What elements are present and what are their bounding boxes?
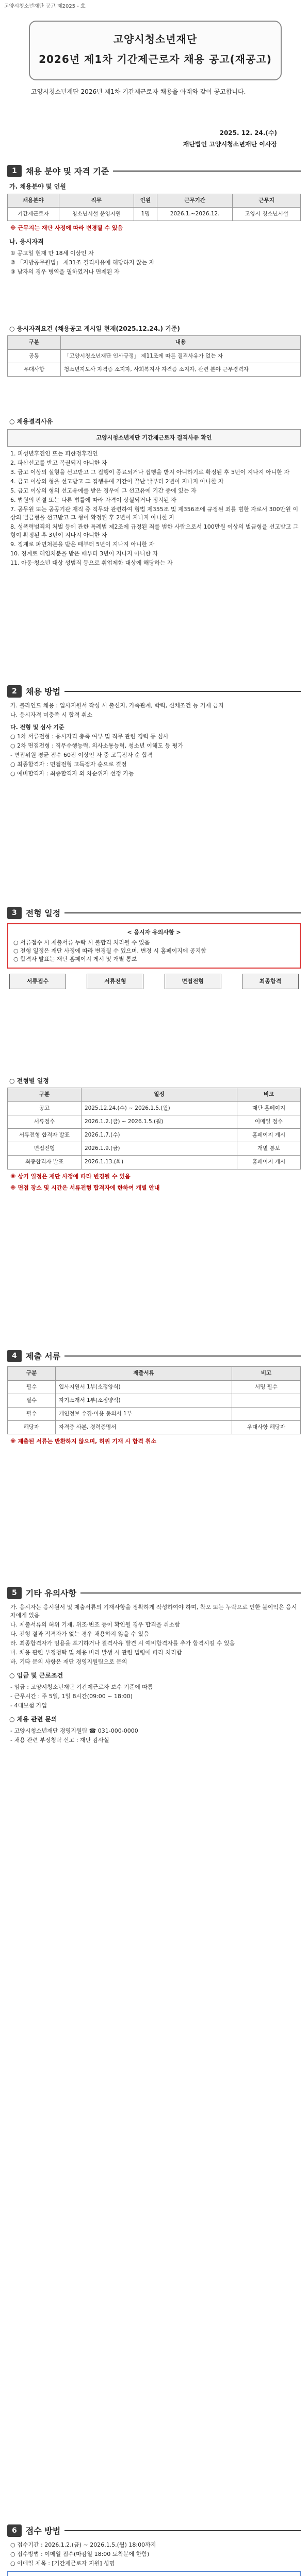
flow-step: 서류접수 [9, 974, 66, 989]
table-header: 직무 [59, 194, 134, 207]
list-item: 2. 파산선고를 받고 복권되지 아니한 자 [10, 460, 107, 467]
list-item: - 근무시간 : 주 5일, 1일 8시간(09:00 ~ 18:00) [10, 1693, 133, 1700]
notes-list [10, 1603, 301, 1666]
list-item: 바. 기타 문의 사항은 재단 경영지원팀으로 문의 [10, 1658, 127, 1665]
list-item: 마. 채용 관련 부정청탁 및 채용 비리 발생 시 관련 법령에 따라 처리함 [10, 1649, 182, 1656]
section-rule [64, 691, 301, 692]
list-item: ○ 1차 서류전형 : 응시자격 충족 여부 및 직무 관련 경력 등 심사 [10, 733, 169, 740]
flow-step: 서류전형 [87, 974, 143, 989]
section-1 [7, 165, 301, 277]
list-item: 라. 최종합격자가 임용을 포기하거나 결격사유 발견 시 예비합격자를 추가 합격시킬 수 있음 [10, 1640, 235, 1647]
sub-heading: ○ 채용결격사유 [9, 418, 53, 425]
list-item: ○ 2차 면접전형 : 직무수행능력, 의사소통능력, 청소년 이해도 등 평가 [10, 742, 184, 750]
sub-heading: ○ 채용 관련 문의 [9, 1716, 57, 1723]
table-cell: 고양시 청소년시설 [233, 207, 301, 221]
list-item: 11. 아동·청소년 대상 성범죄 등으로 취업제한 대상에 해당하는 자 [10, 559, 173, 566]
table-header: 제출서류 [56, 1367, 232, 1380]
table-row [8, 1156, 301, 1169]
table-cell: 홈페이지 게시 [237, 1156, 301, 1169]
list-item: ① 공고일 현재 만 18세 이상인 자 [10, 250, 94, 257]
table-cell: 「고양시청소년재단 인사규정」 제11조에 따른 결격사유가 없는 자 [61, 349, 301, 363]
table-header: 구분 [8, 1367, 56, 1380]
list-item: 가. 블라인드 채용 : 입사지원서 작성 시 출신지, 가족관계, 학력, 신체조건 등 기재 금지 [10, 702, 224, 709]
table-cell: 청소년지도사 자격증 소지자, 사회복지사 자격증 소지자, 관련 분야 근무경력자 [61, 363, 301, 376]
section-1c [7, 412, 301, 568]
flow-step: 면접전형 [165, 974, 221, 989]
section-4-header [7, 1350, 301, 1362]
table-cell [232, 1394, 301, 1407]
process-flow [9, 974, 299, 989]
list-item: ○ 전형 일정은 재단 사정에 따라 변경될 수 있으며, 변경 시 홈페이지에 공지함 [13, 947, 206, 955]
announcement-date: 2025. 12. 24.(수) [219, 129, 277, 137]
sub-heading: 가. 채용분야 및 인원 [9, 183, 66, 191]
section-1-header [7, 165, 301, 177]
list-item: ○ 접수기간 : 2026.1.2.(금) ~ 2026.1.5.(월) 18:00까지 [10, 2541, 156, 2549]
table-cell: 1명 [134, 207, 157, 221]
table-cell: 자기소개서 1부(소정양식) [56, 1394, 232, 1407]
section-title: 전형 일정 [25, 908, 61, 918]
section-6-header [7, 2524, 301, 2537]
notice-box-title: < 응시자 유의사항 > [127, 929, 181, 936]
method-list [10, 702, 301, 778]
list-item: - 고양시청소년재단 경영지원팀 ☎ 031-000-0000 [10, 1727, 138, 1735]
submission-list [10, 2541, 301, 2568]
notice-box [7, 923, 301, 969]
note: ※ 제출된 서류는 반환하지 않으며, 허위 기재 시 합격 취소 [10, 1438, 157, 1445]
table-cell: 자격증 사본, 경력증명서 [56, 1421, 232, 1434]
list-item: 10. 징계로 해임처분을 받은 때부터 3년이 지나지 아니한 자 [10, 550, 158, 557]
table-cell: 2025.12.24.(수) ~ 2026.1.5.(월) [82, 1101, 237, 1115]
list-item: 7. 공무원 또는 공공기관 재직 중 직무와 관련하여 형법 제355조 및 제356조에 규정된 죄를 범한 자로서 300만원 이상의 벌금형을 선고받고 그 형이 확정된 후 2년이 지나지 아니한 자 [10, 505, 298, 521]
section-number: 5 [7, 1587, 22, 1599]
section-title: 채용 방법 [25, 686, 61, 697]
table-header: 근무기간 [157, 194, 233, 207]
list-item: ○ 예비합격자 : 최종합격자 외 차순위자 선정 가능 [10, 770, 134, 777]
sub-heading: ○ 전형별 일정 [9, 1077, 49, 1084]
announcement-title: 2026년 제1차 기간제근로자 채용 공고(재공고) [39, 53, 272, 65]
table-cell: 재단 홈페이지 [237, 1101, 301, 1115]
table-row [8, 1394, 301, 1407]
table-row [8, 1380, 301, 1394]
table-header: 비고 [237, 1088, 301, 1101]
table-cell: 필수 [8, 1407, 56, 1420]
list-item: 다. 전형 결과 적격자가 없는 경우 채용하지 않을 수 있음 [10, 1631, 149, 1638]
recruit-table [7, 194, 301, 221]
table-cell: 2026.1.~2026.12. [157, 207, 233, 221]
table-cell: 개인정보 수집·이용 동의서 1부 [56, 1407, 232, 1420]
section-rule [64, 1355, 301, 1357]
table-row [8, 363, 301, 376]
title-box [29, 21, 282, 80]
list-item: 3. 금고 이상의 실형을 선고받고 그 집행이 종료되거나 집행을 받지 아니하기로 확정된 후 5년이 지나지 아니한 자 [10, 469, 289, 476]
list-item: 5. 금고 이상의 형의 선고유예를 받은 경우에 그 선고유예 기간 중에 있는 자 [10, 487, 197, 495]
list-item: ○ 서류접수 시 제출서류 누락 시 불합격 처리될 수 있음 [13, 939, 150, 946]
org-title: 고양시청소년재단 [113, 33, 198, 45]
section-2 [7, 685, 301, 779]
table-header: 일정 [82, 1088, 237, 1101]
sub-heading: ○ 응시자격요건 (채용공고 게시일 현재(2025.12.24.) 기준) [9, 325, 180, 332]
table-cell: 입사지원서 1부(소정양식) [56, 1380, 232, 1394]
table-cell: 2026.1.7.(수) [82, 1129, 237, 1142]
list-item: 가. 응시자는 응시원서 및 제출서류의 기재사항을 정확하게 작성하여야 하며, 착오 또는 누락으로 인한 불이익은 응시자에게 있음 [10, 1604, 297, 1619]
section-rule [64, 912, 301, 913]
table-cell: 필수 [8, 1380, 56, 1394]
table-cell: 우대사항 [8, 363, 61, 376]
list-item: ○ 최종합격자 : 면접전형 고득점자 순으로 결정 [10, 760, 127, 768]
table-cell: 면접전형 [8, 1142, 82, 1156]
table-header: 인원 [134, 194, 157, 207]
intro-text: 고양시청소년재단 2026년 제1차 기간제근로자 채용을 아래와 같이 공고합니다. [31, 88, 246, 95]
qualification-table [7, 335, 301, 377]
table-cell [232, 1407, 301, 1420]
table-header: 내용 [61, 336, 301, 349]
list-item: 나. 제출서류의 허위 기재, 위조·변조 등이 확인될 경우 합격을 취소함 [10, 1621, 180, 1629]
note: ※ 근무지는 재단 사정에 따라 변경될 수 있음 [10, 225, 123, 232]
section-1b [7, 319, 301, 377]
table-cell: 공고 [8, 1101, 82, 1115]
conditions-list [10, 1683, 301, 1710]
table-cell: 해당자 [8, 1421, 56, 1434]
table-cell: 필수 [8, 1394, 56, 1407]
table-cell: 서류전형 합격자 발표 [8, 1129, 82, 1142]
section-rule [80, 1592, 301, 1594]
list-item: 9. 징계로 파면처분을 받은 때부터 5년이 지나지 아니한 자 [10, 540, 155, 548]
table-cell: 개별 통보 [237, 1142, 301, 1156]
list-item: ② 「지방공무원법」 제31조 결격사유에 해당하지 않는 자 [10, 259, 155, 266]
disqualification-list [10, 450, 301, 567]
list-item: ○ 이메일 제목 : [기간제근로자 지원] 성명 [10, 2560, 115, 2567]
list-item: 4. 금고 이상의 형을 선고받고 그 집행유예 기간이 끝난 날부터 2년이 지나지 아니한 자 [10, 478, 224, 485]
flow-step: 최종합격 [242, 974, 299, 989]
table-cell: 기간제근로자 [8, 207, 59, 221]
table-header: 근무지 [233, 194, 301, 207]
section-2-header [7, 685, 301, 698]
table-row [8, 1421, 301, 1434]
table-header: 비고 [232, 1367, 301, 1380]
documents-table [7, 1366, 301, 1434]
submission-notice-box [7, 2571, 301, 2576]
section-5-header [7, 1587, 301, 1599]
sub-heading: 나. 응시자격 [9, 238, 44, 246]
note: ※ 상기 일정은 재단 사정에 따라 변경될 수 있음 [10, 1173, 131, 1180]
section-4 [7, 1350, 301, 1446]
list-item: ○ 접수방법 : 이메일 접수(마감일 18:00 도착분에 한함) [10, 2551, 150, 2558]
section-number: 1 [7, 165, 22, 177]
note: ※ 면접 장소 및 시간은 서류전형 합격자에 한하여 개별 안내 [10, 1184, 160, 1191]
table-header: 채용분야 [8, 194, 59, 207]
table-cell: 2026.1.9.(금) [82, 1142, 237, 1156]
section-6 [7, 2524, 301, 2576]
table-cell: 이메일 접수 [237, 1115, 301, 1128]
table-row [8, 1129, 301, 1142]
table-cell: 홈페이지 게시 [237, 1129, 301, 1142]
list-item: - 채용 관련 부정청탁 신고 : 재단 감사실 [10, 1737, 109, 1744]
table-cell: 2026.1.13.(화) [82, 1156, 237, 1169]
header-note: 고양시청소년재단 공고 제2025 - 호 [4, 4, 86, 9]
sub-heading: ○ 임금 및 근로조건 [9, 1671, 63, 1679]
list-item: ○ 합격자 발표는 재단 홈페이지 게시 및 개별 통보 [13, 956, 137, 963]
table-cell: 우대사항 해당자 [232, 1421, 301, 1434]
disqualification-box-title: 고양시청소년재단 기간제근로자 결격사유 확인 [7, 429, 301, 447]
issuer: 재단법인 고양시청소년재단 이사장 [183, 141, 277, 148]
list-item: - 면접위원 평균 점수 60점 이상인 자 중 고득점자 순 합격 [10, 751, 153, 758]
section-number: 3 [7, 907, 22, 919]
table-row [8, 1407, 301, 1420]
table-row [8, 349, 301, 363]
list-item: - 4대보험 가입 [10, 1702, 47, 1709]
qualification-list [10, 249, 301, 276]
section-rule [113, 171, 301, 172]
section-title: 접수 방법 [25, 2526, 61, 2536]
schedule-table [7, 1088, 301, 1169]
table-cell: 최종합격자 발표 [8, 1156, 82, 1169]
list-item: 다. 전형 및 심사 기준 [10, 724, 64, 731]
section-3b [7, 1072, 301, 1192]
section-rule [64, 2530, 301, 2531]
list-item: 나. 응시자격 미충족 시 합격 취소 [10, 711, 93, 719]
table-cell: 청소년시설 운영지원 [59, 207, 134, 221]
section-number: 6 [7, 2524, 22, 2537]
table-header: 구분 [8, 1088, 82, 1101]
table-cell: 서류접수 [8, 1115, 82, 1128]
section-title: 채용 분야 및 자격 기준 [25, 166, 109, 176]
table-row [8, 1115, 301, 1128]
table-cell: 서명 필수 [232, 1380, 301, 1394]
list-item: - 임금 : 고양시청소년재단 기간제근로자 보수 기준에 따름 [10, 1684, 153, 1691]
section-title: 제출 서류 [25, 1351, 61, 1361]
table-header: 구분 [8, 336, 61, 349]
list-item: 8. 성폭력범죄의 처벌 등에 관한 특례법 제2조에 규정된 죄를 범한 사람으로서 100만원 이상의 벌금형을 선고받고 그 형이 확정된 후 3년이 지나지 아니한 자 [10, 523, 299, 538]
table-row [8, 1142, 301, 1156]
table-row [8, 207, 301, 221]
section-number: 2 [7, 685, 22, 698]
section-5 [7, 1587, 301, 1745]
table-row [8, 1101, 301, 1115]
section-3 [7, 907, 301, 994]
section-number: 4 [7, 1350, 22, 1362]
contact-list [10, 1727, 301, 1744]
section-3-header [7, 907, 301, 919]
list-item: 1. 피성년후견인 또는 피한정후견인 [10, 450, 98, 457]
list-item: ③ 남자의 경우 병역을 필하였거나 면제된 자 [10, 268, 120, 276]
table-cell: 2026.1.2.(금) ~ 2026.1.5.(월) [82, 1115, 237, 1128]
list-item: 6. 법원의 판결 또는 다른 법률에 따라 자격이 상실되거나 정지된 자 [10, 497, 176, 504]
table-cell: 공통 [8, 349, 61, 363]
section-title: 기타 유의사항 [25, 1588, 77, 1598]
